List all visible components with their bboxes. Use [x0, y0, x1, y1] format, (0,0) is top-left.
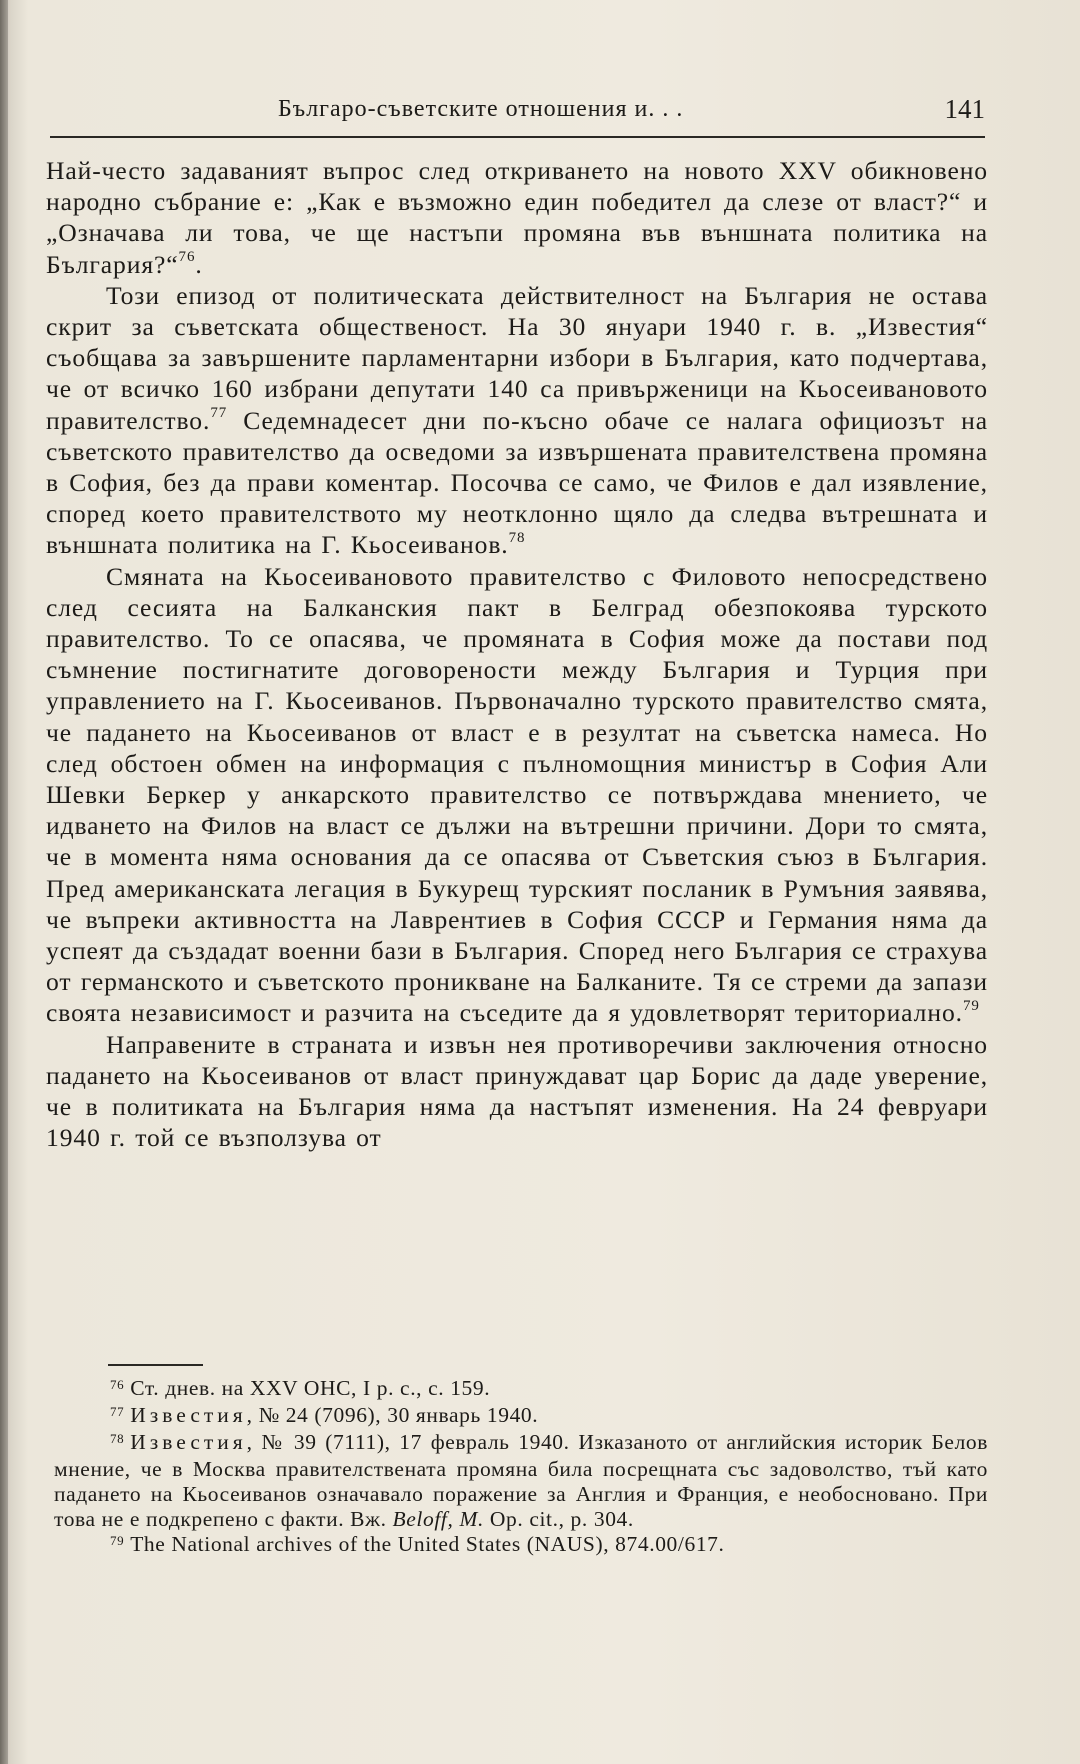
footnote-ref-76: 76 — [178, 249, 196, 266]
page-header — [50, 92, 985, 134]
footnote-ref-78: 78 — [508, 529, 526, 546]
header-rule — [50, 136, 985, 138]
footnote-78: $^{78}$ Известия, № 39 (7111), 17 февраль 1940. Изказаното от английския историк Белов мнение, че в Москва правителствената промяна била посрещната със задоволство, тъй като падането на Кьосеиванов означавало поражение за Англия и Франция, е необосновано. При това не е подкрепено с факти. Вж. Beloff, M. Op. cit., p. 304. — [54, 1430, 988, 1531]
footnote-ref-77: 77 — [210, 405, 228, 422]
paragraph-3: Смяната на Кьосеивановото правителство с Филовото непосредствено след сесията на Балканския пакт в Белград обезпокоява турското правителство. То се опасява, че промяната в София може да постави под съмнение постигнатите договорености между България и Турция при управлението на Г. Кьосеиванов. Първоначално турското правителство смята, че падането на Кьосеиванов от власт е в резултат на съветска намеса. Но след обстоен обмен на информация с пълномощния министър в София Али Шевки Беркер у анкарското правителство се потвърждава мнението, че идването на Филов на власт се дължи на вътрешни причини. Дори то смята, че в момента няма основания да се опасява от Съветския съюз в България. Пред американската легация в Букурещ турският посланик в Румъния заявява, че въпреки активността на Лаврентиев в София СССР и Германия няма да успеят да създадат военни бази в България. Според него България се страхува от германското и съветското проникване на Балканите. Тя се стреми да запази своята независимост и разчита на съседите да я удовлетворят териториално.$^{79}$ — [46, 561, 988, 1028]
paragraph-2: Този епизод от политическата действителност на България не остава скрит за съветската общественост. На 30 януари 1940 г. в. „Известия“ съобщава за завършените парламентарни избори в България, като подчертава, че от всичко 160 избрани депутати 140 са привърженици на Кьосеивановото правителство.$^{77}$ Седемнадесет дни по-късно обаче се налага официозът на съветското правителство да осведоми за извършената правителствена промяна в София, без да прави коментар. Посочва се само, че Филов е дал изявление, според което правителството му неотклонно щяло да следва вътрешната и външната политика на Г. Кьосеиванов.$^{78}$ — [46, 280, 988, 560]
paragraph-1: Най-често задаваният въпрос след откриването на новото XXV обикновено народно събрание е: „Как е възможно един победител да слезе от власт?“ и „Означава ли това, че ще настъпи промяна във външната политика на България?“$^{76}$. — [46, 156, 988, 279]
main-text — [46, 155, 988, 1154]
footnote-79: $^{79}$ The National archives of the United States (NAUS), 874.00/617. — [110, 1532, 725, 1556]
footnote-77: $^{77}$ Известия, № 24 (7096), 30 январь 1940. — [110, 1403, 539, 1427]
footnote-ref-79: 79 — [962, 997, 980, 1014]
page-number: 141 — [944, 94, 985, 124]
running-title: Българо-съветските отношения и. . . — [278, 96, 684, 122]
footnote-rule — [108, 1364, 203, 1366]
book-spine-shadow — [0, 0, 8, 1764]
footnote-76: $^{76}$ Ст. днев. на XXV ОНС, I р. с., с. 159. — [110, 1376, 491, 1400]
paragraph-4: Направените в страната и извън нея противоречиви заключения относно падането на Кьосеиванов от власт принуждават цар Борис да даде уверение, че в политиката на България няма да настъпят изменения. На 24 февруари 1940 г. той се възползува от — [46, 1029, 988, 1153]
footnotes — [54, 1376, 988, 1559]
